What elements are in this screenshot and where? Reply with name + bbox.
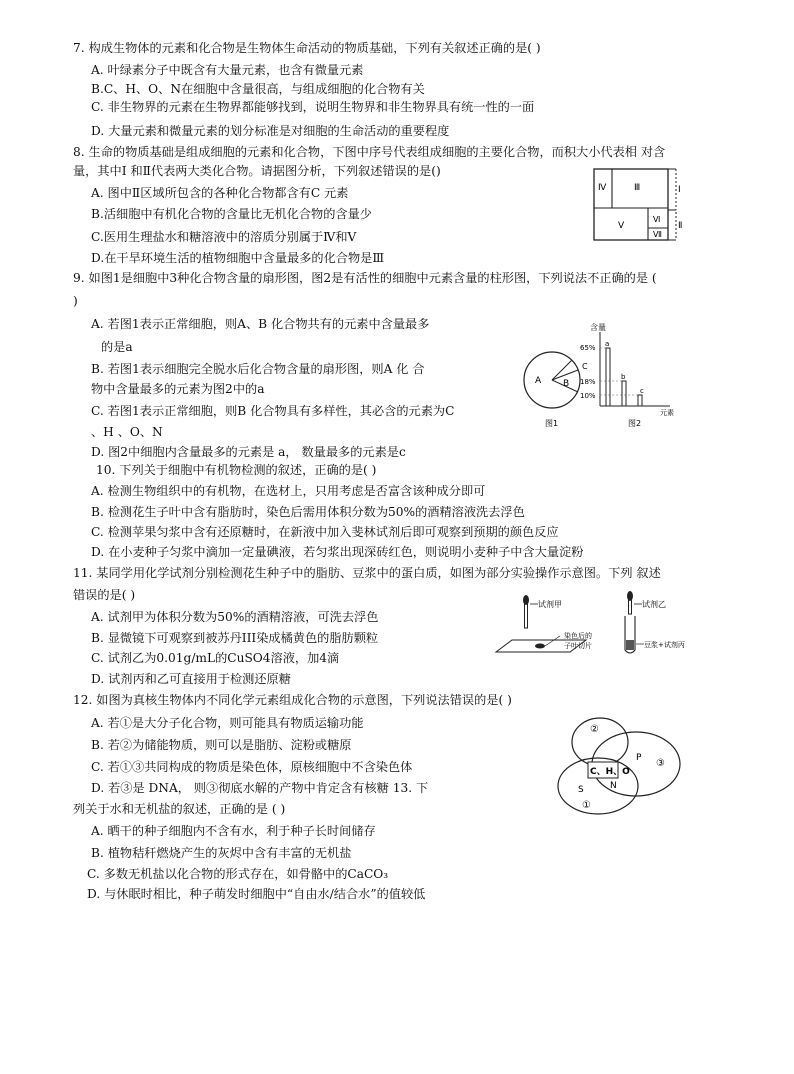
q9-option-c-line-2: 、H 、O、N (91, 425, 163, 439)
q8-label-ii: Ⅱ (678, 221, 683, 231)
q9-bar-label-c: c (640, 387, 644, 395)
q11-stem-line-1: 11. 某同学用化学试剂分别检测花生种子中的脂肪、豆浆中的蛋白质，如图为部分实验操作示意图。下列 叙述 (73, 566, 661, 580)
q12-label-1: ① (582, 800, 591, 811)
q8-option-d: D.在干旱环境生活的植物细胞中含量最多的化合物是Ⅲ (91, 251, 385, 265)
q9-y-tick-65: 65% (580, 344, 596, 352)
q13-option-c: C. 多数无机盐以化合物的形式存在，如骨骼中的CaCO₃ (87, 867, 389, 881)
q12-label-2: ② (590, 724, 599, 735)
q8-option-b: B.活细胞中有机化合物的含量比无机化合物的含量少 (91, 207, 372, 221)
q8-stem-line-1: 8. 生命的物质基础是组成细胞的元素和化合物，下图中序号代表组成细胞的主要化合物，而积大小代表相 对含 (73, 145, 666, 159)
q11-option-a: A. 试剂甲为体积分数为50%的酒精溶液，可洗去浮色 (91, 610, 379, 624)
q8-option-c: C.医用生理盐水和糖溶液中的溶质分别属于Ⅳ和Ⅴ (91, 230, 357, 244)
q9-stem-line-2: ) (73, 294, 78, 308)
q9-y-tick-10: 10% (580, 392, 596, 400)
q9-pie-label-b: B (563, 379, 570, 389)
q12-figure (552, 708, 692, 818)
q8-label-vii: Ⅶ (653, 230, 662, 239)
q11-label-slice-1: 染色后的 (564, 632, 592, 640)
q9-figure (518, 318, 688, 433)
q13-option-b: B. 植物秸秆燃烧产生的灰烬中含有丰富的无机盐 (91, 846, 352, 860)
q8-label-iv: Ⅳ (598, 183, 607, 193)
q12-option-a: A. 若①是大分子化合物，则可能具有物质运输功能 (91, 716, 364, 730)
q9-bar-label-a: a (605, 340, 610, 348)
q8-label-iii: Ⅲ (634, 183, 641, 193)
q8-option-a: A. 图中Ⅱ区域所包含的各种化合物都含有C 元素 (91, 186, 349, 200)
q11-label-jia: 试剂甲 (538, 600, 562, 609)
q11-stem-line-2: 错误的是( ) (73, 588, 136, 602)
q9-option-b-line-1: B. 若图1表示细胞完全脱水后化合物含量的扇形图，则A 化 合 (91, 362, 425, 376)
q8-label-vi: Ⅵ (653, 215, 661, 224)
q11-label-yi: 试剂乙 (642, 600, 666, 609)
q12-label-3: ③ (656, 758, 665, 769)
q10-option-b: B. 检测花生子叶中含有脂肪时，染色后需用体积分数为50%的酒精溶液洗去浮色 (91, 505, 525, 519)
q9-pie-label-a: A (535, 376, 542, 386)
q7-option-b: B.C、H、O、N在细胞中含量很高，与组成细胞的化合物有关 (91, 82, 425, 96)
q10-option-a: A. 检测生物组织中的有机物，在选材上，只用考虑是否富含该种成分即可 (91, 484, 486, 498)
q12-label-s: S (578, 785, 584, 795)
q9-caption-2: 图2 (628, 419, 642, 428)
q12-option-b: B. 若②为储能物质，则可以是脂肪、淀粉或糖原 (91, 738, 352, 752)
q11-option-b: B. 显微镜下可观察到被苏丹III染成橘黄色的脂肪颗粒 (91, 631, 379, 645)
q7-option-d: D. 大量元素和微量元素的划分标准是对细胞的生命活动的重要程度 (91, 124, 450, 138)
q9-option-b-line-2: 物中含量最多的元素为图2中的a (91, 382, 265, 396)
q12-label-n: N (610, 781, 617, 791)
q9-bar-label-b: b (621, 373, 626, 381)
q13-option-d: D. 与休眠时相比，种子萌发时细胞中“自由水/结合水”的值较低 (87, 887, 426, 901)
q12-stem: 12. 如图为真核生物体内不同化学元素组成化合物的示意图，下列说法错误的是( ) (73, 693, 512, 707)
q12-label-p: P (636, 753, 642, 763)
q13-option-a: A. 晒干的种子细胞内不含有水，利于种子长时间储存 (91, 824, 376, 838)
q11-option-c: C. 试剂乙为0.01g/mL的CuSO4溶液，加4滴 (91, 651, 340, 665)
q11-option-d: D. 试剂丙和乙可直接用于检测还原糖 (91, 672, 291, 686)
q12-center-label: C、H、O (590, 767, 630, 777)
q12-option-c: C. 若①③共同构成的物质是染色体，原核细胞中不含染色体 (91, 760, 413, 774)
q8-label-i: Ⅰ (678, 185, 681, 195)
q7-option-a: A. 叶绿素分子中既含有大量元素，也含有微量元素 (91, 63, 364, 77)
q9-pie-label-c: C (582, 362, 588, 371)
q9-y-tick-18: 18% (580, 378, 596, 386)
q7-option-c: C. 非生物界的元素在生物界都能够找到，说明生物界和非生物界具有统一性的一面 (91, 100, 535, 114)
q8-figure (592, 166, 688, 244)
q8-label-v: Ⅴ (618, 221, 625, 231)
q9-caption-1: 图1 (545, 419, 559, 428)
q9-stem-line-1: 9. 如图1是细胞中3种化合物含量的扇形图，图2是有活性的细胞中元素含量的柱形图，下列说法不正确的是 ( (73, 271, 657, 285)
q10-option-d: D. 在小麦种子匀浆中滴加一定量碘液，若匀浆出现深砖红色，则说明小麦种子中含大量淀粉 (91, 545, 584, 559)
q9-option-a-line-2: 的是a (101, 340, 133, 354)
q9-option-d: D. 图2中细胞内含量最多的元素是 a， 数量最多的元素是c (91, 445, 406, 459)
q8-stem-line-2: 量，其中Ⅰ 和Ⅱ代表两大类化合物。请据图分析，下列叙述错误的是() (73, 164, 441, 178)
q11-label-tube: 豆浆+试剂丙 (644, 641, 685, 649)
q12-option-d: D. 若③是 DNA， 则③彻底水解的产物中肯定含有核糖 13. 下 (91, 781, 429, 795)
q9-option-c-line-1: C. 若图1表示正常细胞，则B 化合物具有多样性，其必含的元素为C (91, 404, 455, 418)
q9-option-a-line-1: A. 若图1表示正常细胞，则A、B 化合物共有的元素中含量最多 (91, 317, 430, 331)
q10-option-c: C. 检测苹果匀浆中含有还原糖时，在新液中加入斐林试剂后即可观察到预期的颜色反应 (91, 525, 559, 539)
q10-stem: 10. 下列关于细胞中有机物检测的叙述，正确的是( ) (96, 463, 377, 477)
q9-y-title: 含量 (590, 323, 606, 332)
q7-stem: 7. 构成生物体的元素和化合物是生物体生命活动的物质基础，下列有关叙述正确的是( ) (73, 41, 541, 55)
q11-label-slice-2: 子叶切片 (564, 642, 592, 650)
q13-stem: 列关于水和无机盐的叙述，正确的是 ( ) (73, 802, 286, 816)
q11-figure (492, 584, 692, 662)
q9-x-title: 元素 (660, 409, 674, 417)
